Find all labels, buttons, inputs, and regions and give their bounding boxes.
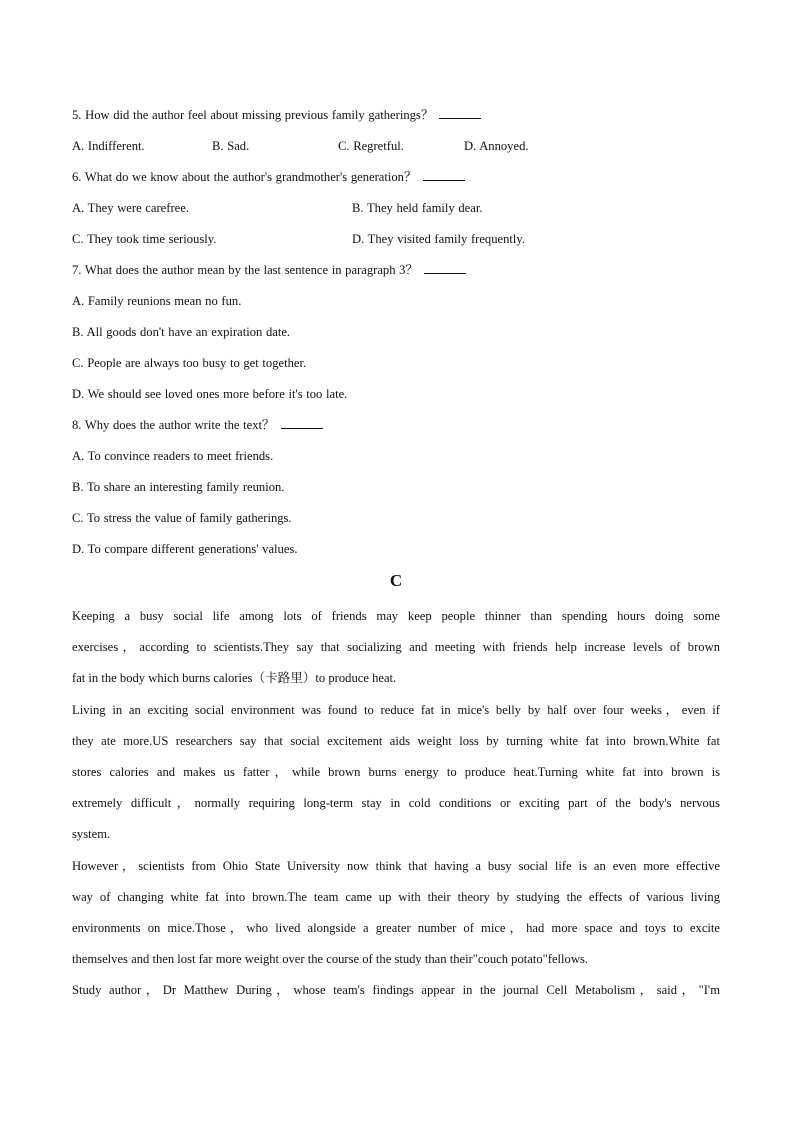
question-8-stem: 8. Why does the author write the text？ bbox=[72, 410, 720, 441]
passage-paragraph-2 bbox=[72, 695, 720, 851]
question-6-options-row-1 bbox=[72, 193, 720, 224]
option-d[interactable]: D. Annoyed. bbox=[464, 139, 529, 153]
passage-line: Study author，Dr Matthew During，whose team's findings appear in the journal Cell Metabolism，said，"I'm bbox=[72, 983, 720, 998]
option-b[interactable]: B. All goods don't have an expiration date. bbox=[72, 325, 291, 339]
passage-paragraph-4 bbox=[72, 975, 720, 1006]
answer-blank[interactable] bbox=[281, 416, 323, 429]
passage-line: they ate more.US researchers say that social excitement aids weight loss by turning white fat into brown.White fat bbox=[72, 733, 720, 748]
passage-line: themselves and then lost far more weight over the course of the study than their"couch potato"fellows. bbox=[72, 952, 588, 967]
option-d[interactable]: D. They visited family frequently. bbox=[352, 232, 526, 246]
option-a[interactable]: A. Indifferent. bbox=[72, 139, 145, 153]
passage-line: stores calories and makes us fatter，while brown burns energy to produce heat.Turning white fat into brown is bbox=[72, 764, 720, 779]
question-6-stem: 6. What do we know about the author's grandmother's generation？ bbox=[72, 162, 720, 193]
option-a[interactable]: A. Family reunions mean no fun. bbox=[72, 294, 242, 308]
passage-paragraph-3 bbox=[72, 851, 720, 976]
option-d[interactable]: D. To compare different generations' values. bbox=[72, 542, 298, 556]
section-title: C bbox=[389, 571, 403, 590]
option-b[interactable]: B. To share an interesting family reunion. bbox=[72, 480, 285, 494]
option-b[interactable]: B. Sad. bbox=[212, 139, 250, 153]
passage-line: way of changing white fat into brown.The team came up with their theory by studying the effects of various living bbox=[72, 889, 720, 904]
option-a[interactable]: A. To convince readers to meet friends. bbox=[72, 449, 274, 463]
answer-blank[interactable] bbox=[424, 261, 466, 274]
passage-paragraph-1 bbox=[72, 601, 720, 695]
passage-line: extremely difficult，normally requiring long-term stay in cold conditions or exciting part of the body's nervous bbox=[72, 796, 720, 811]
option-a[interactable]: A. They were carefree. bbox=[72, 201, 189, 215]
answer-blank[interactable] bbox=[423, 168, 465, 181]
option-b[interactable]: B. They held family dear. bbox=[352, 201, 483, 215]
option-c[interactable]: C. People are always too busy to get together. bbox=[72, 356, 307, 370]
passage-line: fat in the body which burns calories（卡路里）to produce heat. bbox=[72, 671, 397, 686]
question-5-options bbox=[72, 131, 720, 162]
passage-line: exercises，according to scientists.They say that socializing and meeting with friends help increase levels of brown bbox=[72, 640, 720, 655]
answer-blank[interactable] bbox=[439, 106, 481, 119]
passage-line: Living in an exciting social environment was found to reduce fat in mice's belly by half over four weeks，even if bbox=[72, 702, 720, 717]
question-5-stem: 5. How did the author feel about missing previous family gatherings？ bbox=[72, 100, 720, 131]
option-c[interactable]: C. To stress the value of family gatherings. bbox=[72, 511, 292, 525]
passage-line: Keeping a busy social life among lots of friends may keep people thinner than spending hours doing some bbox=[72, 609, 720, 623]
passage-line: system. bbox=[72, 827, 111, 842]
question-7-stem: 7. What does the author mean by the last sentence in paragraph 3？ bbox=[72, 255, 720, 286]
passage-line: environments on mice.Those，who lived alongside a greater number of mice，had more space and toys to excite bbox=[72, 920, 720, 935]
option-c[interactable]: C. Regretful. bbox=[338, 139, 404, 153]
option-c[interactable]: C. They took time seriously. bbox=[72, 232, 217, 246]
passage-line: However，scientists from Ohio State University now think that having a busy social life is an even more effective bbox=[72, 858, 720, 873]
option-d[interactable]: D. We should see loved ones more before it's too late. bbox=[72, 387, 348, 401]
document-page bbox=[72, 100, 720, 1006]
question-6-options-row-2 bbox=[72, 224, 720, 255]
